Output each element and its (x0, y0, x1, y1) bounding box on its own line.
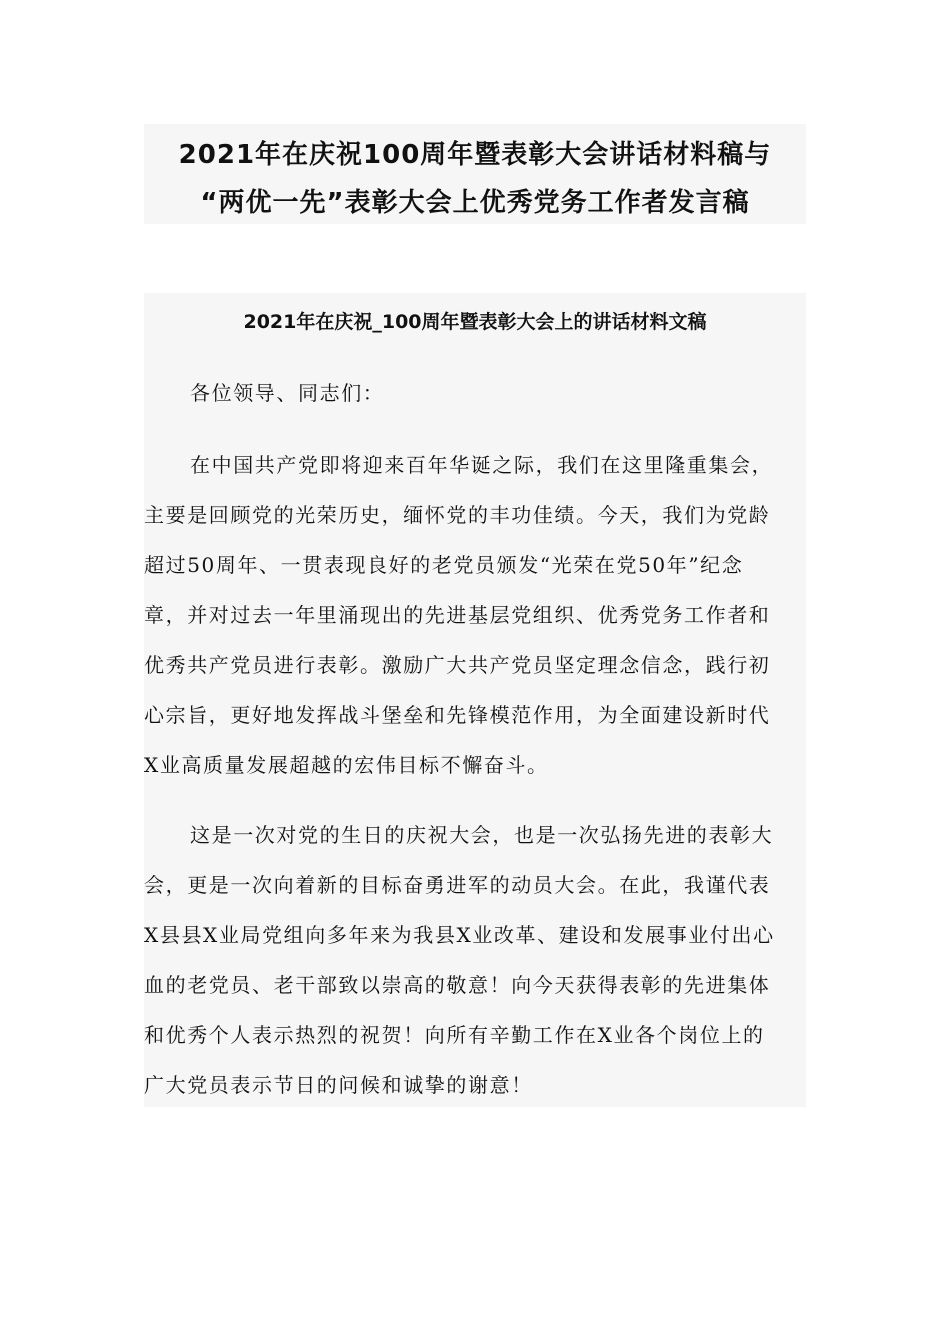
speech-subtitle: 2021年在庆祝_100周年暨表彰大会上的讲话材料文稿 (243, 311, 707, 333)
paragraph-line: 超过50周年、一贯表现良好的老党员颁发“光荣在党50年”纪念 (144, 553, 744, 577)
paragraph-line: 章，并对过去一年里涌现出的先进基层党组织、优秀党务工作者和 (144, 603, 771, 627)
document-title-block (144, 124, 806, 224)
paragraph-line: 和优秀个人表示热烈的祝贺！向所有辛勤工作在X业各个岗位上的 (144, 1023, 765, 1047)
document-title-line-2: “两优一先”表彰大会上优秀党务工作者发言稿 (200, 188, 750, 218)
paragraph-line: 优秀共产党员进行表彰。激励广大共产党员坚定理念信念，践行初 (144, 653, 771, 677)
paragraph-line: 会，更是一次向着新的目标奋勇进军的动员大会。在此，我谨代表 (144, 873, 771, 897)
paragraph-line: 主要是回顾党的光荣历史，缅怀党的丰功佳绩。今天，我们为党龄 (144, 503, 771, 527)
document-body (144, 293, 806, 1107)
paragraph-line: X业高质量发展超越的宏伟目标不懈奋斗。 (144, 753, 549, 777)
paragraph-line: X县县X业局党组向多年来为我县X业改革、建设和发展事业付出心 (144, 923, 775, 947)
greeting: 各位领导、同志们： (190, 381, 385, 405)
paragraph-line: 这是一次对党的生日的庆祝大会，也是一次弘扬先进的表彰大 (190, 823, 774, 847)
document-title-line-1: 2021年在庆祝100周年暨表彰大会讲话材料稿与 (178, 140, 772, 170)
paragraph-line: 血的老党员、老干部致以崇高的敬意！向今天获得表彰的先进集体 (144, 973, 771, 997)
paragraph-line: 在中国共产党即将迎来百年华诞之际，我们在这里隆重集会， (190, 453, 774, 477)
paragraph-line: 广大党员表示节日的问候和诚挚的谢意！ (144, 1073, 533, 1097)
paragraph-line: 心宗旨，更好地发挥战斗堡垒和先锋模范作用，为全面建设新时代 (144, 703, 771, 727)
